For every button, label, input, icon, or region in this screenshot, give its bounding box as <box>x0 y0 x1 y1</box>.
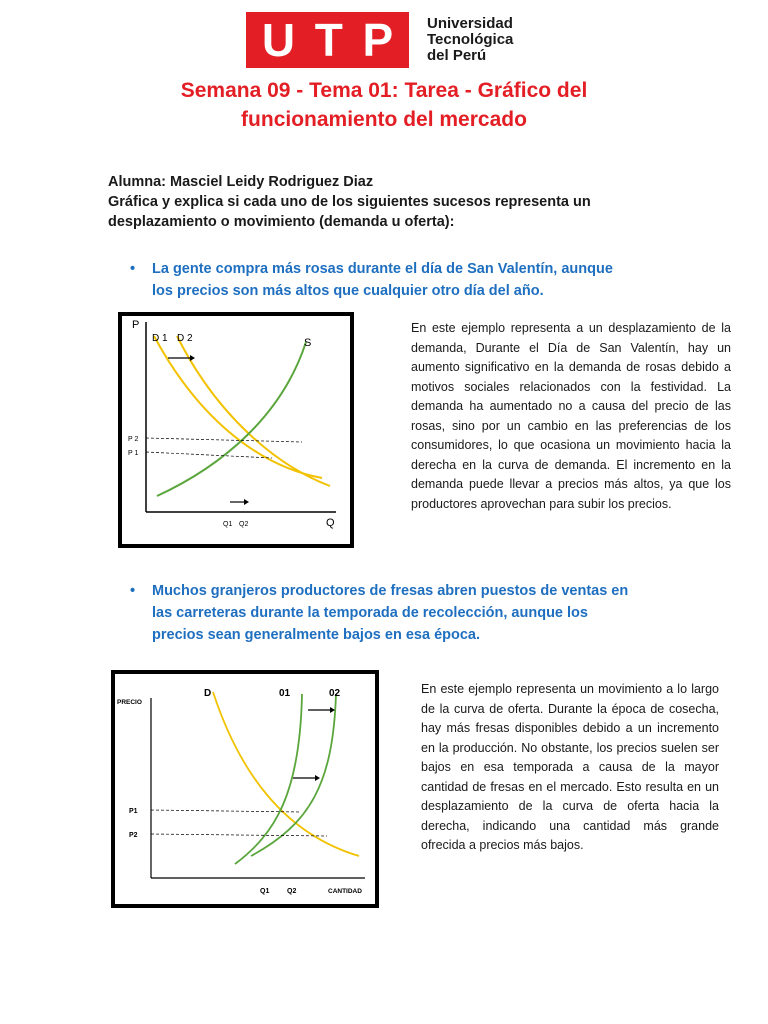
bullet-2-line-2: las carreteras durante la temporada de recolección, aunque los <box>152 605 588 621</box>
chart-1-label-p1: P 1 <box>128 450 139 457</box>
student-name: Alumna: Masciel Leidy Rodriguez Diaz <box>108 174 374 190</box>
bullet-1-line-1: La gente compra más rosas durante el día de San Valentín, aunque <box>152 261 613 277</box>
chart-2-label-q1: Q1 <box>260 888 270 895</box>
chart-1-x-axis-label: Q <box>326 517 335 529</box>
logo-mark <box>246 12 409 68</box>
instruction-text: Gráfica y explica si cada uno de los siguientes sucesos representa un desplazamiento o movimiento (demanda u oferta): <box>108 194 591 230</box>
page-title <box>0 76 768 134</box>
chart-1-y-axis-label: P <box>132 319 140 331</box>
logo-letter-u: U <box>261 14 296 66</box>
chart-1-label-q1: Q1 <box>223 521 233 528</box>
chart-1-price-1-line <box>146 452 272 458</box>
chart-1-price-2-line <box>146 438 302 442</box>
chart-2-frame <box>111 670 379 908</box>
bullet-1-line-2: los precios son más altos que cualquier otro día del año. <box>152 283 544 299</box>
logo-line-2: Tecnológica <box>427 31 514 48</box>
chart-1-label-q2: Q2 <box>239 521 249 528</box>
utp-logo <box>246 12 513 68</box>
chart-2-label-o1: 01 <box>279 688 291 699</box>
chart-1-supply-curve <box>157 342 306 496</box>
logo-letter-t: T <box>314 14 343 66</box>
logo-line-1: Universidad <box>427 15 513 32</box>
logo-line-3: del Perú <box>427 47 487 64</box>
chart-1-demand-curve-2 <box>177 336 330 486</box>
logo-wordmark <box>427 16 513 64</box>
explanation-paragraph-2: En este ejemplo representa un movimiento a lo largo de la curva de oferta. Durante la época de cosecha, hay más fresas disponibles debido a un incremento en la producción. No obstante, los precios suelen ser bajos en esa temporada a causa de la mayor cantidad de fresas en el mercado. Esto resulta en un desplazamiento de la curva de oferta hacia la derecha, indicando una cantidad más grande ofrecida a precios más bajos. <box>421 682 719 852</box>
chart-2-svg <box>115 674 375 904</box>
chart-1-shift-arrow-bottom-head <box>244 499 249 505</box>
bullet-dot-icon: • <box>130 583 136 599</box>
explanation-paragraph-1: En este ejemplo representa a un desplazamiento de la demanda, Durante el Día de San Valentín, hay un aumento significativo en la demanda de rosas debido a motivos sociales relacionados con la festividad. La demanda ha aumentado no a causa del precio de las rosas, sino por un cambio en las preferencias de los consumidores, lo que ocasiona un movimiento hacia la derecha en la curva de demanda. El incremento en la demanda puede llevar a precios más altos, ya que los productores aprovechan para subir los precios. <box>411 321 731 511</box>
chart-2-price-2-line <box>151 834 327 836</box>
bullet-2-line-3: precios sean generalmente bajos en esa época. <box>152 627 481 643</box>
chart-2-x-axis-label: CANTIDAD <box>328 888 362 895</box>
chart-2-label-p2: P2 <box>129 832 138 839</box>
chart-2-label-d: D <box>204 688 212 699</box>
chart-2-price-1-line <box>151 810 301 812</box>
bullet-dot-icon: • <box>130 261 136 277</box>
page-title-line-1: Semana 09 - Tema 01: Tarea - Gráfico del <box>180 79 588 102</box>
chart-2-label-p1: P1 <box>129 808 138 815</box>
chart-2-shift-arrow-mid-head <box>315 775 320 781</box>
logo-letter-p: P <box>362 14 394 66</box>
chart-2-label-q2: Q2 <box>287 888 297 895</box>
chart-1-label-d1: D 1 <box>152 333 168 344</box>
chart-2-y-axis-label: PRECIO <box>117 699 142 706</box>
chart-1-label-d2: D 2 <box>177 333 193 344</box>
chart-1-shift-arrow-top-head <box>190 355 195 361</box>
chart-2-label-o2: 02 <box>329 688 341 699</box>
chart-1-svg <box>122 316 350 544</box>
bullet-2-line-1: Muchos granjeros productores de fresas abren puestos de ventas en <box>152 583 629 599</box>
chart-1-frame <box>118 312 354 548</box>
chart-2-supply-curve-1 <box>235 694 302 864</box>
page-title-line-2: funcionamiento del mercado <box>241 108 527 131</box>
chart-1-label-s: S <box>304 337 312 349</box>
chart-1-label-p2: P 2 <box>128 436 139 443</box>
